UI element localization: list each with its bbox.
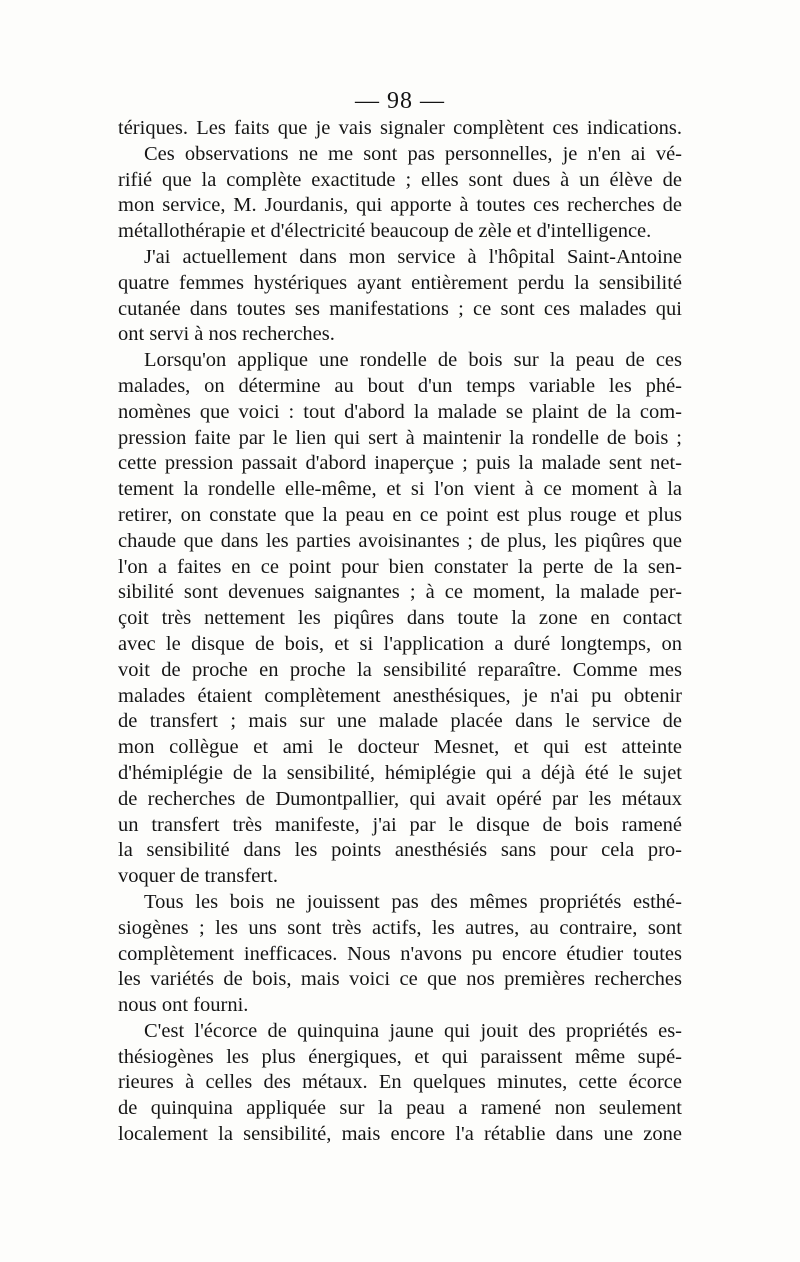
text-line: sibilité sont devenues saignantes ; à ce moment, la malade per- xyxy=(118,581,682,604)
text-line: la sensibilité dans les points anesthésiés sans pour cela pro- xyxy=(118,839,682,862)
text-line: Lorsqu'on applique une rondelle de bois sur la peau de ces xyxy=(144,349,682,372)
text-line: d'hémiplégie de la sensibilité, hémiplégie qui a déjà été le sujet xyxy=(118,761,682,784)
text-line: de recherches de Dumontpallier, qui avait opéré par les métaux xyxy=(118,787,682,810)
text-line: nomènes que voici : tout d'abord la malade se plaint de la com- xyxy=(118,400,682,423)
text-line: quatre femmes hystériques ayant entièrement perdu la sensibilité xyxy=(118,271,682,294)
text-line: l'on a faites en ce point pour bien constater la perte de la sen- xyxy=(118,555,682,578)
text-line: cutanée dans toutes ses manifestations ; ce sont ces malades qui xyxy=(118,297,682,320)
text-line: de transfert ; mais sur une malade placée dans le service de xyxy=(118,710,682,733)
text-line: de quinquina appliquée sur la peau a ramené non seulement xyxy=(118,1097,682,1120)
text-line: çoit très nettement les piqûres dans toute la zone en contact xyxy=(118,607,682,630)
text-line: tériques. Les faits que je vais signaler complètent ces indications. xyxy=(118,117,682,139)
text-line: les variétés de bois, mais voici ce que nos premières recherches xyxy=(118,968,682,991)
text-line: mon collègue et ami le docteur Mesnet, et qui est atteinte xyxy=(118,736,682,759)
page-number: — 98 — xyxy=(355,88,445,114)
text-line: chaude que dans les parties avoisinantes ; de plus, les piqûres que xyxy=(118,529,682,552)
text-line: rieures à celles des métaux. En quelques minutes, cette écorce xyxy=(118,1071,682,1094)
text-line: localement la sensibilité, mais encore l'a rétablie dans une zone xyxy=(118,1123,682,1146)
text-line: voquer de transfert. xyxy=(118,865,278,888)
text-line: siogènes ; les uns sont très actifs, les autres, au contraire, sont xyxy=(118,916,682,939)
text-line: thésiogènes les plus énergiques, et qui paraissent même supé- xyxy=(118,1045,682,1068)
text-line: C'est l'écorce de quinquina jaune qui jouit des propriétés es- xyxy=(144,1019,682,1042)
text-line: retirer, on constate que la peau en ce point est plus rouge et plus xyxy=(118,503,682,526)
text-line: avec le disque de bois, et si l'application a duré longtemps, on xyxy=(118,632,682,655)
text-line: complètement inefficaces. Nous n'avons pu encore étudier toutes xyxy=(118,942,682,965)
text-line: J'ai actuellement dans mon service à l'hôpital Saint-Antoine xyxy=(144,245,682,268)
text-line: mon service, M. Jourdanis, qui apporte à toutes ces recherches de xyxy=(118,194,682,217)
text-line: voit de proche en proche la sensibilité reparaître. Comme mes xyxy=(118,658,682,681)
text-line: pression faite par le lien qui sert à maintenir la rondelle de bois ; xyxy=(118,426,682,449)
text-line: cette pression passait d'abord inaperçue ; puis la malade sent net- xyxy=(118,452,682,475)
text-line: métallothérapie et d'électricité beaucoup de zèle et d'intelligence. xyxy=(118,220,652,243)
text-line: rifié que la complète exactitude ; elles sont dues à un élève de xyxy=(118,168,682,191)
text-line: malades étaient complètement anesthésiques, je n'ai pu obtenir xyxy=(118,684,682,707)
text-line: malades, on détermine au bout d'un temps variable les phé- xyxy=(118,374,682,397)
body-text xyxy=(118,116,682,1148)
text-line: tement la rondelle elle-même, et si l'on vient à ce moment à la xyxy=(118,478,682,501)
text-line: nous ont fourni. xyxy=(118,994,249,1017)
text-line: ont servi à nos recherches. xyxy=(118,323,335,346)
text-line: Ces observations ne me sont pas personnelles, je n'en ai vé- xyxy=(144,142,682,165)
text-line: Tous les bois ne jouissent pas des mêmes propriétés esthé- xyxy=(144,890,682,913)
text-line: un transfert très manifeste, j'ai par le disque de bois ramené xyxy=(118,813,682,836)
